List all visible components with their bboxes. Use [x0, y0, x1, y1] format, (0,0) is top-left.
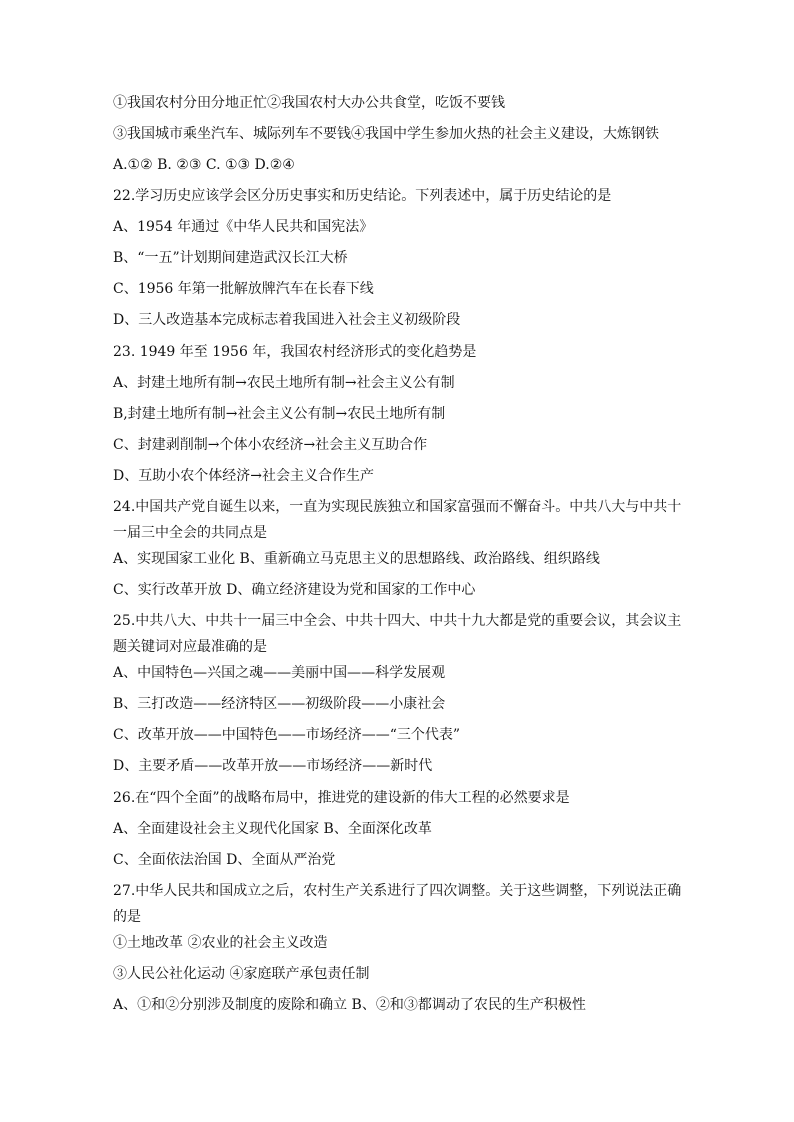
text-line: ①我国农村分田分地正忙②我国农村大办公共食堂，吃饭不要钱: [113, 95, 505, 111]
option-ab: A、全面建设社会主义现代化国家 B、全面深化改革: [113, 821, 432, 837]
text-line: ①土地改革 ②农业的社会主义改造: [113, 935, 328, 951]
option-b: B、三打改造——经济特区——初级阶段——小康社会: [113, 696, 446, 712]
option-c: C、1956 年第一批解放牌汽车在长春下线: [113, 281, 374, 297]
option-b: B、“一五”计划期间建造武汉长江大桥: [113, 250, 348, 266]
option-a: A、封建土地所有制→农民土地所有制→社会主义公有制: [113, 375, 455, 391]
text-line: ③人民公社化运动 ④家庭联产承包责任制: [113, 966, 370, 982]
option-b: B,封建土地所有制→社会主义公有制→农民土地所有制: [113, 406, 446, 422]
option-cd: C、实行改革开放 D、确立经济建设为党和国家的工作中心: [113, 582, 476, 598]
question-25: 25.中共八大、中共十一届三中全会、中共十四大、中共十九大都是党的重要会议，其会议主题关键词对应最准确的是: [113, 613, 682, 655]
question-23: 23. 1949 年至 1956 年，我国农村经济形式的变化趋势是: [113, 344, 477, 360]
option-a: A、中国特色—兴国之魂——美丽中国——科学发展观: [113, 665, 446, 681]
question-22: 22.学习历史应该学会区分历史事实和历史结论。下列表述中，属于历史结论的是: [113, 188, 612, 204]
option-ab: A、①和②分别涉及制度的废除和确立 B、②和③都调动了农民的生产积极性: [113, 997, 586, 1013]
option-cd: C、全面依法治国 D、全面从严治党: [113, 852, 336, 868]
text-line: ③我国城市乘坐汽车、城际列车不要钱④我国中学生参加火热的社会主义建设，大炼钢铁: [113, 126, 659, 142]
option-c: C、改革开放——中国特色——市场经济——“三个代表”: [113, 727, 461, 743]
option-ab: A、实现国家工业化 B、重新确立马克思主义的思想路线、政治路线、组织路线: [113, 551, 600, 567]
question-24: 24.中国共产党自诞生以来，一直为实现民族独立和国家富强而不懈奋斗。中共八大与中共十一届三中全会的共同点是: [113, 499, 682, 541]
option-d: D、主要矛盾——改革开放——市场经济——新时代: [113, 758, 433, 774]
question-27: 27.中华人民共和国成立之后，农村生产关系进行了四次调整。关于这些调整，下列说法正确的是: [113, 883, 682, 925]
answer-options: A.①② B. ②③ C. ①③ D.②④: [113, 157, 295, 173]
option-d: D、互助小农个体经济→社会主义合作生产: [113, 468, 374, 484]
option-c: C、封建剥削制→个体小农经济→社会主义互助合作: [113, 437, 428, 453]
option-d: D、三人改造基本完成标志着我国进入社会主义初级阶段: [113, 312, 461, 328]
option-a: A、1954 年通过《中华人民共和国宪法》: [113, 219, 374, 235]
question-26: 26.在“四个全面”的战略布局中，推进党的建设新的伟大工程的必然要求是: [113, 790, 570, 806]
